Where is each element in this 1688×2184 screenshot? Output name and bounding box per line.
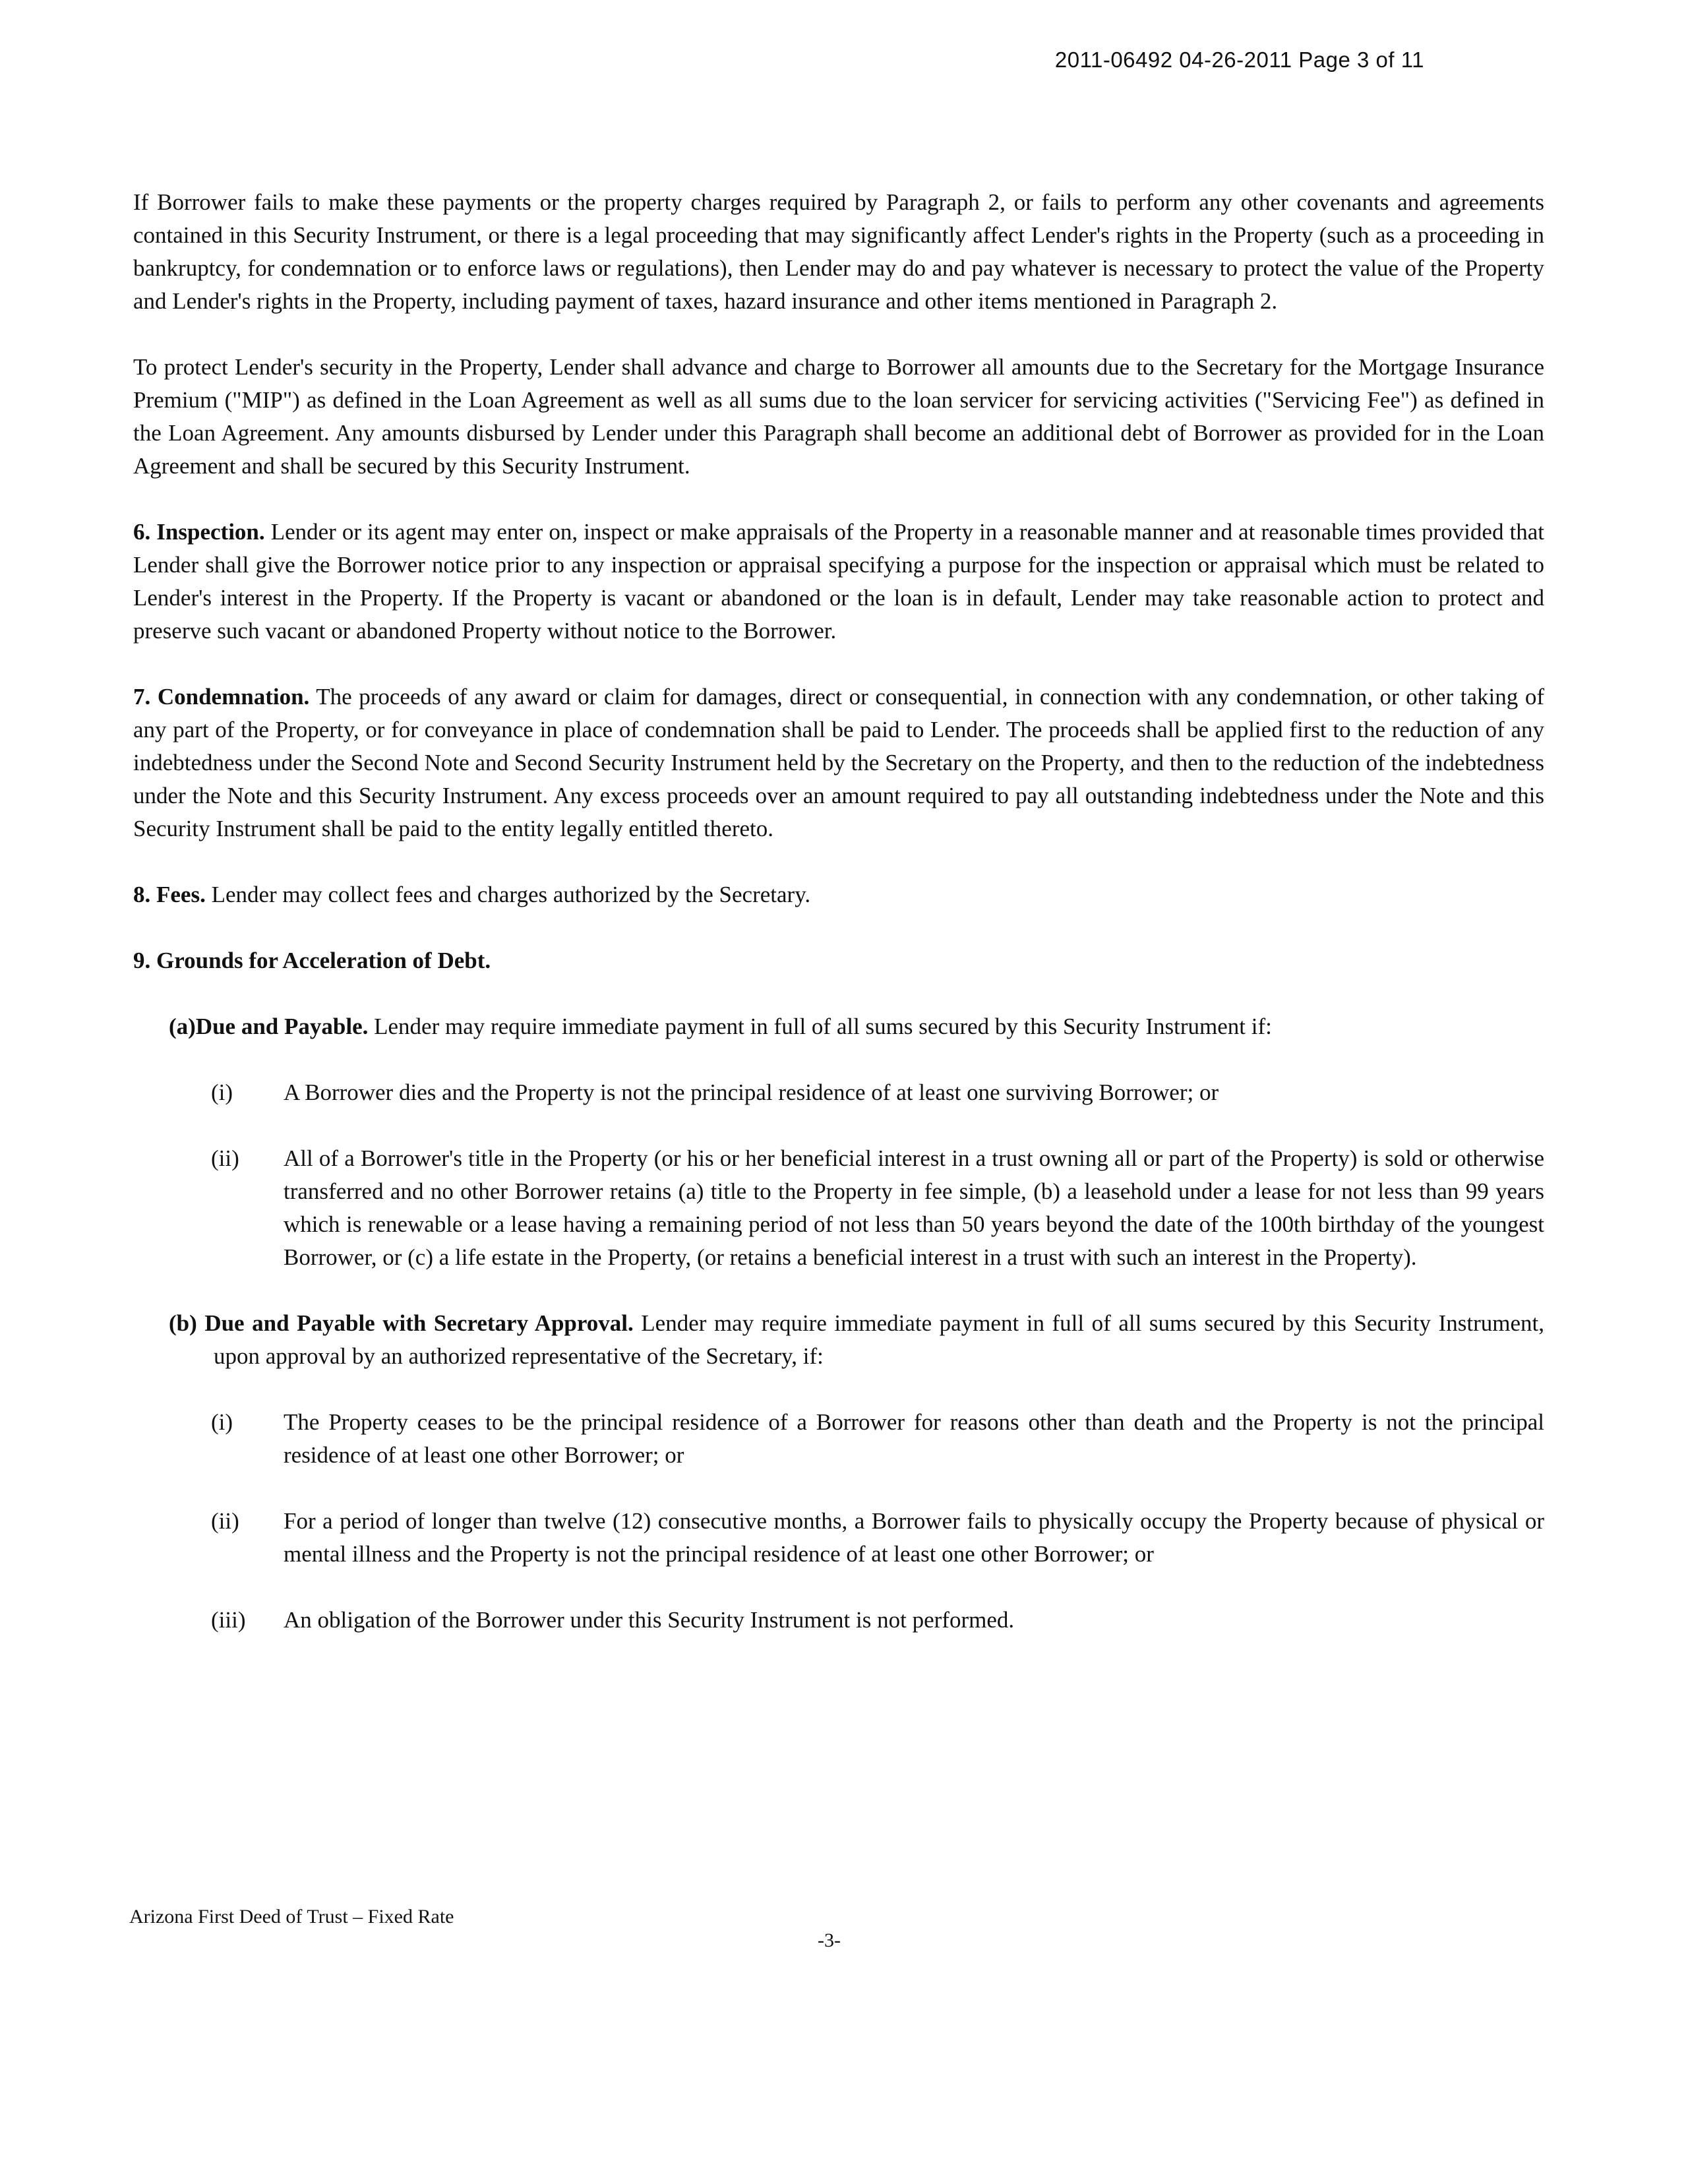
section-text-condemnation: The proceeds of any award or claim for damages, direct or consequential, in connection with any condemnation, or other taking of any part of the Property, or for conveyance in place of condemnation shall be paid to Lender. The proceeds shall be applied first to the reduction of any indebtedness under the Second Note and Second Security Instrument held by the Secretary on the Property, and then to the reduction of the indebtedness under the Note and this Security Instrument. Any excess proceeds over an amount required to pay all outstanding indebtedness under the Note and this Security Instrument shall be paid to the entity legally entitled thereto. — [133, 684, 1544, 841]
list-item — [211, 1406, 1544, 1472]
footer-form-title: Arizona First Deed of Trust – Fixed Rate — [129, 1906, 454, 1927]
subsection-heading-secretary-approval: (b) Due and Payable with Secretary Approval. — [169, 1310, 634, 1336]
section-heading-inspection: 6. Inspection. — [133, 519, 265, 545]
list-item-text: For a period of longer than twelve (12) consecutive months, a Borrower fails to physically occupy the Property because of physical or mental illness and the Property is not the principal residence of at least one other Borrower; or — [284, 1508, 1544, 1567]
subsection-due-and-payable — [169, 1010, 1544, 1043]
list-item — [211, 1505, 1544, 1571]
subsection-heading-due-and-payable: (a)Due and Payable. — [169, 1014, 369, 1039]
document-body — [133, 186, 1544, 1670]
section-text-fees: Lender may collect fees and charges authorized by the Secretary. — [205, 882, 811, 907]
recording-header: 2011-06492 04-26-2011 Page 3 of 11 — [1054, 47, 1424, 72]
section-fees — [133, 878, 1544, 911]
section-inspection — [133, 516, 1544, 648]
subsection-secretary-approval — [169, 1307, 1544, 1373]
list-item — [211, 1076, 1544, 1109]
section-condemnation — [133, 681, 1544, 845]
list-item-text: A Borrower dies and the Property is not the principal residence of at least one surviving Borrower; or — [284, 1079, 1219, 1105]
list-item-number: (i) — [211, 1079, 233, 1105]
list-item-number: (i) — [211, 1409, 233, 1435]
footer-page-number: -3- — [818, 1929, 841, 1951]
section-heading-acceleration: 9. Grounds for Acceleration of Debt. — [133, 948, 491, 973]
subsection-text-secretary-approval: Lender may require immediate payment in full of all sums secured by this Security Instrument, upon approval by an authorized representative of the Secretary, if: — [214, 1310, 1544, 1369]
section-text-inspection: Lender or its agent may enter on, inspect or make appraisals of the Property in a reasonable manner and at reasonable times provided that Lender shall give the Borrower notice prior to any inspection or appraisal specifying a purpose for the inspection or appraisal which must be related to Lender's interest in the Property. If the Property is vacant or abandoned or the loan is in default, Lender may take reasonable action to protect and preserve such vacant or abandoned Property without notice to the Borrower. — [133, 519, 1544, 644]
section-heading-condemnation: 7. Condemnation. — [133, 684, 310, 710]
list-item-number: (iii) — [211, 1607, 246, 1633]
subsection-text-due-and-payable: Lender may require immediate payment in full of all sums secured by this Security Instrument if: — [368, 1014, 1272, 1039]
section-acceleration — [133, 944, 1544, 977]
paragraph-lender-security: To protect Lender's security in the Property, Lender shall advance and charge to Borrower all amounts due to the Secretary for the Mortgage Insurance Premium ("MIP") as defined in the Loan Agreement as well as all sums due to the loan servicer for servicing activities ("Servicing Fee") as defined in the Loan Agreement. Any amounts disbursed by Lender under this Paragraph shall become an additional debt of Borrower as provided for in the Loan Agreement and shall be secured by this Security Instrument. — [133, 354, 1544, 479]
list-item-text: The Property ceases to be the principal residence of a Borrower for reasons other than death and the Property is not the principal residence of at least one other Borrower; or — [284, 1409, 1544, 1468]
list-item-text: All of a Borrower's title in the Property (or his or her beneficial interest in a trust owning all or part of the Property) is sold or otherwise transferred and no other Borrower retains (a) title to the Property in fee simple, (b) a leasehold under a lease for not less than 99 years which is renewable or a lease having a remaining period of not less than 50 years beyond the date of the 100th birthday of the youngest Borrower, or (c) a life estate in the Property, (or retains a beneficial interest in a trust with such an interest in the Property). — [284, 1145, 1544, 1270]
list-item-number: (ii) — [211, 1145, 239, 1171]
list-item — [211, 1604, 1544, 1637]
section-heading-fees: 8. Fees. — [133, 882, 206, 907]
list-item-text: An obligation of the Borrower under this Security Instrument is not performed. — [284, 1607, 1015, 1633]
paragraph-protect-property: If Borrower fails to make these payments or the property charges required by Paragraph 2, or fails to perform any other covenants and agreements contained in this Security Instrument, or there is a legal proceeding that may significantly affect Lender's rights in the Property (such as a proceeding in bankruptcy, for condemnation or to enforce laws or regulations), then Lender may do and pay whatever is necessary to protect the value of the Property and Lender's rights in the Property, including payment of taxes, hazard insurance and other items mentioned in Paragraph 2. — [133, 189, 1544, 314]
list-item-number: (ii) — [211, 1508, 239, 1534]
list-item — [211, 1142, 1544, 1274]
